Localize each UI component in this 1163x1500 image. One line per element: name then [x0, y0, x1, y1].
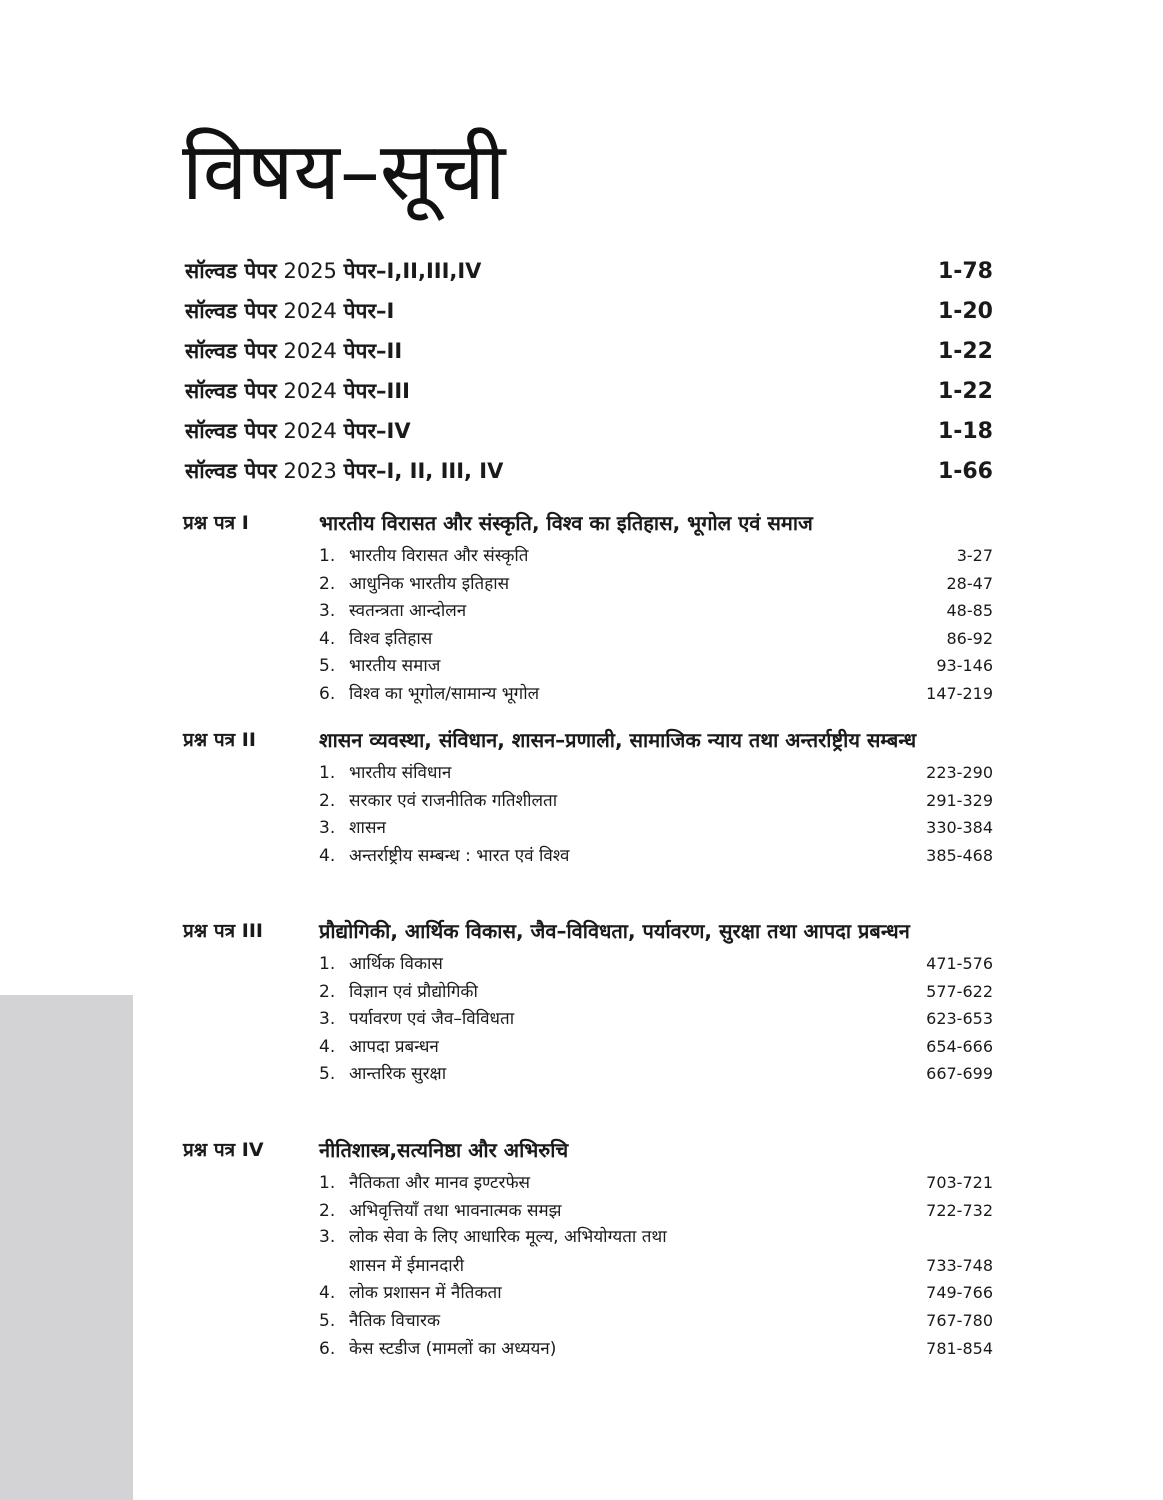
solved-paper-label: सॉल्वड पेपर 2024 पेपर–III — [185, 379, 410, 403]
section-title: शासन व्यवस्था, संविधान, शासन–प्रणाली, सामाजिक न्याय तथा अन्तर्राष्ट्रीय सम्बन्ध — [319, 728, 917, 752]
solved-papers-list — [185, 257, 993, 497]
paper-number: प्रश्न पत्र IV — [183, 1139, 264, 1161]
list-item[interactable]: 4. लोक प्रशासन में नैतिकता 749-766 — [319, 1283, 993, 1304]
list-item[interactable]: 4. अन्तर्राष्ट्रीय सम्बन्ध : भारत एवं विश्व 385-468 — [319, 845, 993, 866]
solved-paper-pages: 1-78 — [937, 259, 993, 284]
paper-number: प्रश्न पत्र I — [183, 512, 249, 534]
list-item[interactable]: 2. आधुनिक भारतीय इतिहास 28-47 — [319, 573, 993, 594]
solved-paper-label: सॉल्वड पेपर 2025 पेपर–I,II,III,IV — [185, 259, 482, 283]
solved-paper-pages: 1-22 — [937, 379, 993, 404]
solved-paper-label: सॉल्वड पेपर 2023 पेपर–I, II, III, IV — [185, 459, 504, 483]
section-paper-4 — [183, 1135, 993, 1362]
solved-paper-label: सॉल्वड पेपर 2024 पेपर–II — [185, 339, 403, 363]
section-title: भारतीय विरासत और संस्कृति, विश्व का इतिहास, भूगोल एवं समाज — [319, 511, 813, 535]
solved-paper-label: सॉल्वड पेपर 2024 पेपर–I — [185, 299, 395, 323]
list-item[interactable]: 6. केस स्टडीज (मामलों का अध्ययन) 781-854 — [319, 1338, 993, 1359]
solved-paper-row[interactable] — [185, 457, 993, 497]
solved-paper-pages: 1-20 — [937, 299, 993, 324]
list-item[interactable]: 1. आर्थिक विकास 471-576 — [319, 954, 993, 974]
list-item[interactable]: 4. विश्व इतिहास 86-92 — [319, 628, 993, 649]
page-title: विषय–सूची — [182, 125, 506, 218]
solved-paper-label: सॉल्वड पेपर 2024 पेपर–IV — [185, 419, 411, 443]
section-title: नीतिशास्त्र,सत्यनिष्ठा और अभिरुचि — [319, 1138, 569, 1162]
solved-paper-pages: 1-22 — [937, 339, 993, 364]
list-item[interactable]: 4. आपदा प्रबन्धन 654-666 — [319, 1036, 993, 1057]
list-item-continuation[interactable]: शासन में ईमानदारी 733-748 — [349, 1255, 993, 1276]
solved-paper-row[interactable] — [185, 377, 993, 417]
list-item[interactable]: 2. विज्ञान एवं प्रौद्योगिकी 577-622 — [319, 981, 993, 1002]
list-item[interactable]: 5. नैतिक विचारक 767-780 — [319, 1310, 993, 1331]
side-grey-bar — [0, 995, 133, 1500]
list-item[interactable]: 6. विश्व का भूगोल/सामान्य भूगोल 147-219 — [319, 683, 993, 704]
section-paper-3 — [183, 916, 993, 1088]
list-item[interactable]: 5. आन्तरिक सुरक्षा 667-699 — [319, 1064, 993, 1085]
list-item[interactable]: 3. पर्यावरण एवं जैव–विविधता 623-653 — [319, 1009, 993, 1030]
list-item[interactable]: 3. स्वतन्त्रता आन्दोलन 48-85 — [319, 601, 993, 622]
paper-number: प्रश्न पत्र III — [183, 920, 263, 942]
paper-number: प्रश्न पत्र II — [183, 729, 256, 751]
list-item[interactable]: 3. लोक सेवा के लिए आधारिक मूल्य, अभियोग्यता तथा — [319, 1227, 667, 1248]
solved-paper-row[interactable] — [185, 257, 993, 297]
solved-paper-row[interactable] — [185, 297, 993, 337]
list-item[interactable]: 2. सरकार एवं राजनीतिक गतिशीलता 291-329 — [319, 790, 993, 811]
list-item[interactable]: 5. भारतीय समाज 93-146 — [319, 656, 993, 677]
list-item[interactable]: 3. शासन 330-384 — [319, 818, 993, 839]
list-item[interactable]: 1. भारतीय संविधान 223-290 — [319, 763, 993, 783]
section-paper-2 — [183, 725, 993, 869]
list-item[interactable]: 2. अभिवृत्तियाँ तथा भावनात्मक समझ 722-732 — [319, 1200, 993, 1221]
section-paper-1 — [183, 508, 993, 708]
solved-paper-pages: 1-66 — [937, 459, 993, 484]
list-item[interactable]: 1. भारतीय विरासत और संस्कृति 3-27 — [319, 546, 993, 566]
list-item[interactable]: 1. नैतिकता और मानव इण्टरफेस 703-721 — [319, 1173, 993, 1193]
section-title: प्रौद्योगिकी, आर्थिक विकास, जैव–विविधता, पर्यावरण, सुरक्षा तथा आपदा प्रबन्धन — [319, 919, 910, 943]
solved-paper-row[interactable] — [185, 337, 993, 377]
solved-paper-row[interactable] — [185, 417, 993, 457]
solved-paper-pages: 1-18 — [937, 419, 993, 444]
